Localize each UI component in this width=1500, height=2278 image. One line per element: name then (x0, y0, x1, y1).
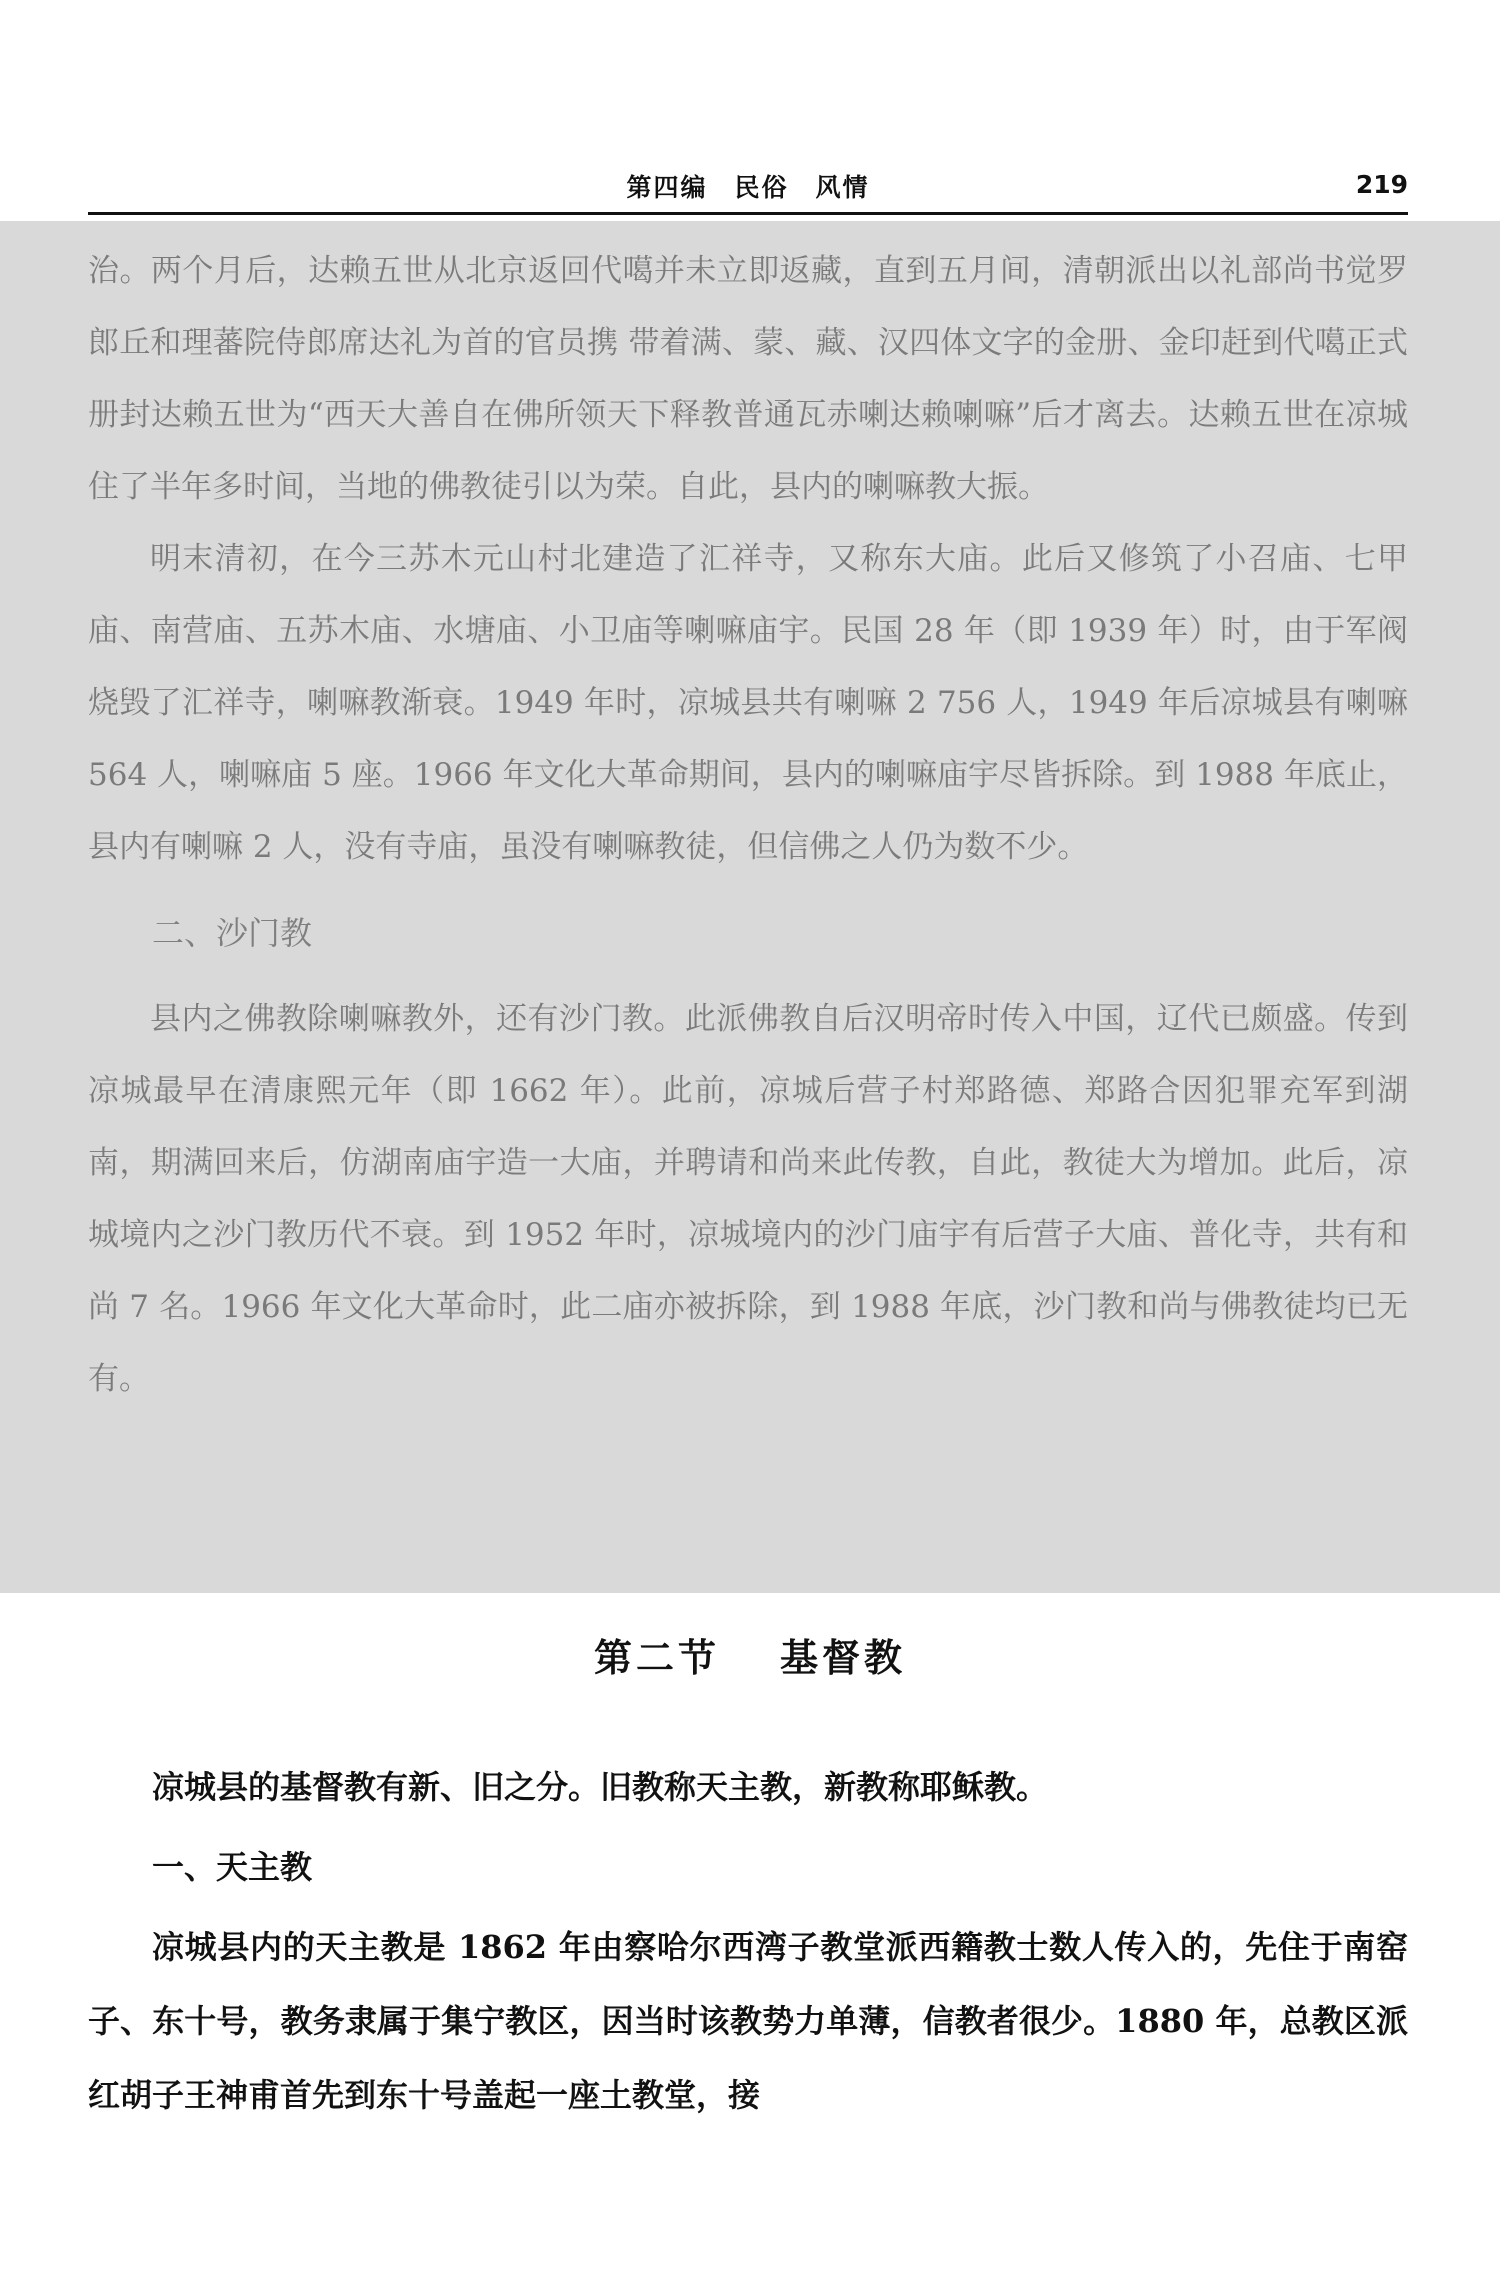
running-header (88, 164, 1408, 210)
page-number: 219 (1355, 170, 1408, 199)
paragraph: 凉城县内的天主教是 1862 年由察哈尔西湾子教堂派西籍教士数人传入的，先住于南窑子、东十号，教务隶属于集宁教区，因当时该教势力单薄，信教者很少。1880 年，总教区派红胡子王神甫首先到东十号盖起一座土教堂，接 (88, 1928, 1408, 2114)
paragraph: 县内之佛教除喇嘛教外，还有沙门教。此派佛教自后汉明帝时传入中国，辽代已颇盛。传到凉城最早在清康熙元年（即 1662 年）。此前，凉城后营子村郑路德、郑路合因犯罪充军到湖南，期满回来后，仿湖南庙宇造一大庙，并聘请和尚来此传教，自此，教徒大为增加。此后，凉城境内之沙门教历代不衰。到 1952 年时，凉城境内的沙门庙宇有后营子大庙、普化寺，共有和尚 7 名。1966 年文化大革命时，此二庙亦被拆除，到 1988 年底，沙门教和尚与佛教徒均已无有。 (88, 1001, 1408, 1397)
paragraph: 治。两个月后，达赖五世从北京返回代噶并未立即返藏，直到五月间，清朝派出以礼部尚书觉罗郎丘和理蕃院侍郎席达礼为首的官员携 带着满、蒙、藏、汉四体文字的金册、金印赶到代噶正式册封达赖五世为“西天大善自在佛所领天下释教普通瓦赤喇达赖喇嘛”后才离去。达赖五世在凉城住了半年多时间，当地的佛教徒引以为荣。自此，县内的喇嘛教大振。 (88, 253, 1408, 505)
section-title (0, 1627, 1500, 1682)
intro-paragraph: 凉城县的基督教有新、旧之分。旧教称天主教，新教称耶稣教。 (152, 1768, 1049, 1806)
header-title: 第四编 民俗 风情 (626, 173, 870, 202)
subheading-catholic: 一、天主教 (152, 1848, 313, 1886)
header-rule (88, 212, 1408, 215)
main-text-block (88, 1750, 1408, 2132)
paragraph: 明末清初，在今三苏木元山村北建造了汇祥寺，又称东大庙。此后又修筑了小召庙、七甲庙、南营庙、五苏木庙、水塘庙、小卫庙等喇嘛庙宇。民国 28 年（即 1939 年）时，由于军阀烧毁了汇祥寺，喇嘛教渐衰。1949 年时，凉城县共有喇嘛 2 756 人，1949 年后凉城县有喇嘛 564 人，喇嘛庙 5 座。1966 年文化大革命期间，县内的喇嘛庙宇尽皆拆除。到 1988 年底止，县内有喇嘛 2 人，没有寺庙，虽没有喇嘛教徒，但信佛之人仍为数不少。 (88, 541, 1408, 865)
section-number: 第二节 (593, 1635, 720, 1680)
subheading-shamen: 二、沙门教 (152, 914, 313, 952)
section-name: 基督教 (780, 1635, 907, 1680)
highlighted-text-block (88, 235, 1408, 1415)
